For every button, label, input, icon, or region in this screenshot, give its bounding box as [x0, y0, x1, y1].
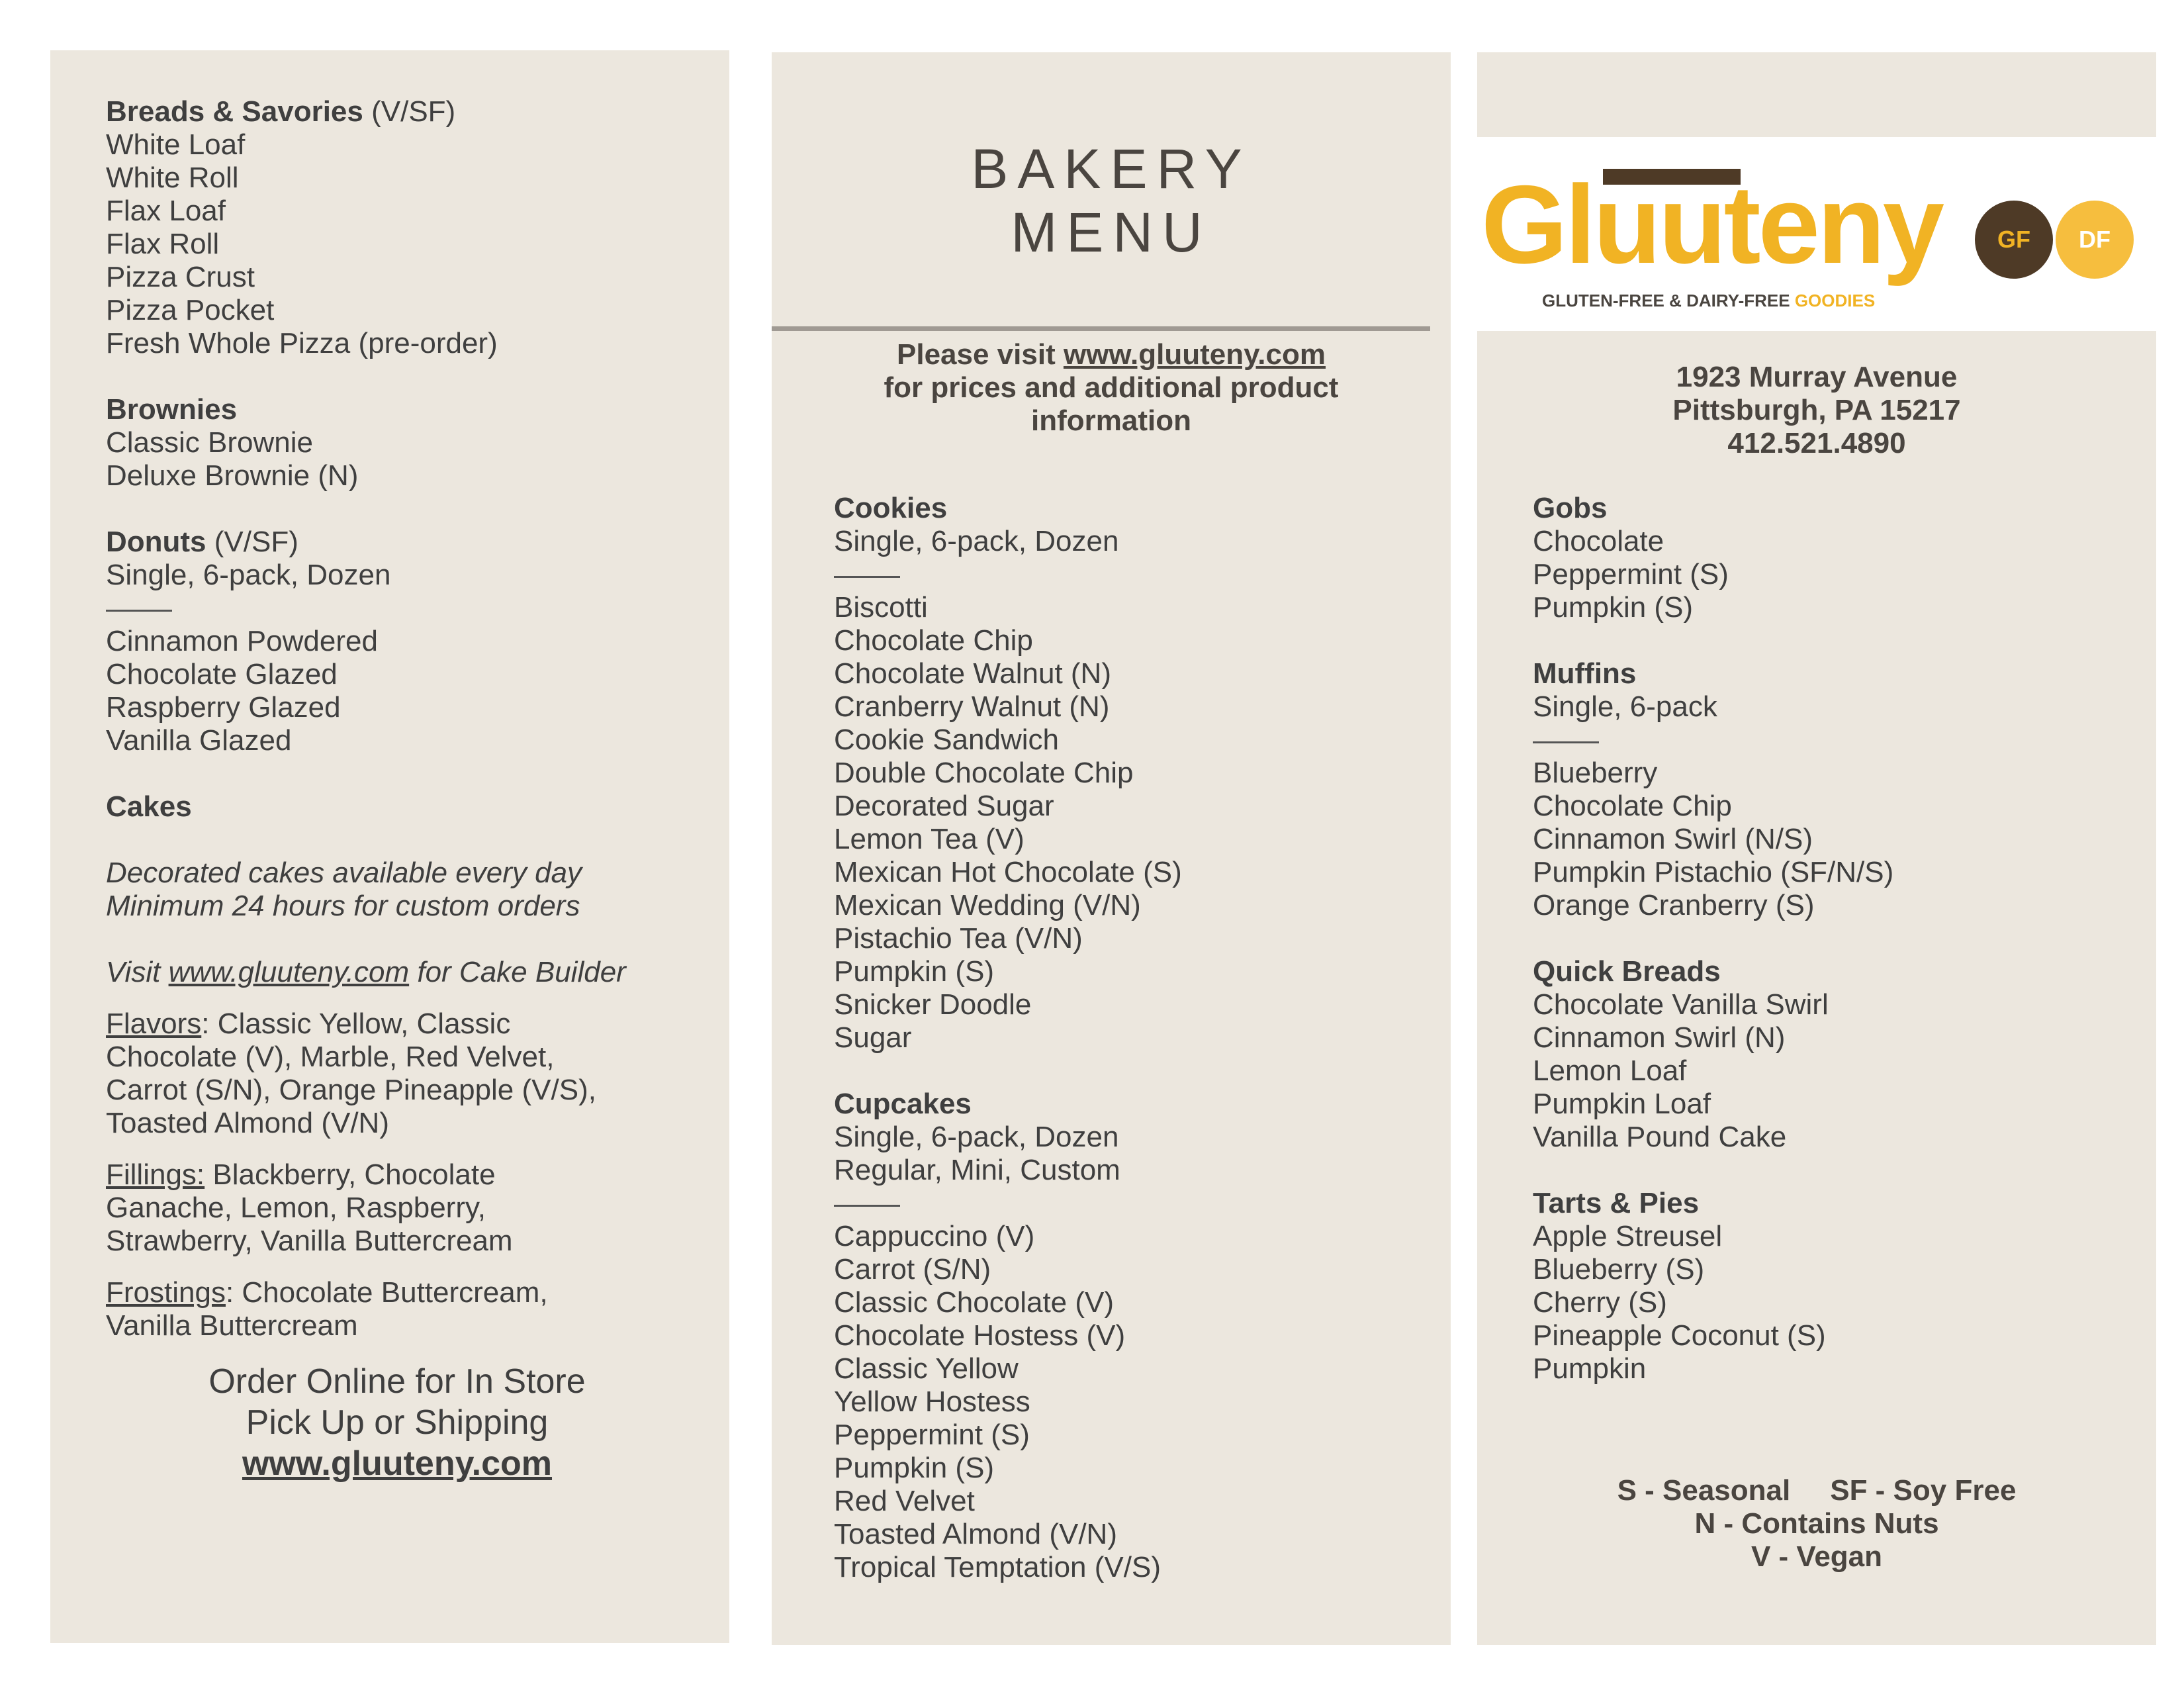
list-item: Red Velvet [834, 1485, 975, 1517]
list-item: Lemon Loaf [1533, 1055, 1687, 1087]
gobs-section [1533, 492, 2128, 624]
cake-builder-post: for Cake Builder [409, 956, 626, 988]
menu-title [772, 137, 1451, 264]
cookies-heading: Cookies [834, 492, 948, 524]
fillings-label: Fillings: [106, 1158, 205, 1191]
dairy-free-badge: DF [2056, 201, 2134, 279]
list-item: Cranberry Walnut (N) [834, 690, 1110, 723]
list-item: White Loaf [106, 128, 246, 161]
divider [834, 1187, 1430, 1220]
address-line: 1923 Murray Avenue [1676, 361, 1958, 393]
tarts-section [1533, 1187, 2128, 1385]
logo [1477, 137, 2156, 331]
list-item: Cinnamon Swirl (N) [1533, 1021, 1786, 1054]
cupcakes-sizes: Single, 6-pack, Dozen [834, 1121, 1119, 1153]
flavors-text: : Classic Yellow, Classic Chocolate (V), Marble, Red Velvet, Carrot (S/N), Orange Pineapple (V/S), Toasted Almond (V/N) [106, 1008, 596, 1139]
tarts-heading: Tarts & Pies [1533, 1187, 1700, 1219]
cakes-note: Minimum 24 hours for custom orders [106, 890, 580, 922]
donuts-sizes: Single, 6-pack, Dozen [106, 559, 391, 591]
list-item: Pumpkin (S) [1533, 591, 1694, 624]
list-item: Classic Yellow [834, 1352, 1019, 1385]
left-panel [50, 50, 729, 1643]
list-item: Double Chocolate Chip [834, 757, 1134, 789]
list-item: White Roll [106, 162, 239, 194]
cake-builder-link[interactable]: www.gluuteny.com [168, 956, 410, 988]
list-item: Flax Roll [106, 228, 220, 260]
list-item: Tropical Temptation (V/S) [834, 1551, 1161, 1583]
list-item: Chocolate Hostess (V) [834, 1319, 1126, 1352]
cookies-section [834, 492, 1430, 1055]
list-item: Biscotti [834, 591, 928, 624]
frostings-paragraph [106, 1276, 609, 1342]
cakes-note: Decorated cakes available every day [106, 857, 582, 889]
middle-panel [772, 52, 1451, 1645]
title-line: BAKERY [971, 138, 1251, 200]
list-item: Chocolate Vanilla Swirl [1533, 988, 1829, 1021]
legend-seasonal: S - Seasonal [1617, 1474, 1791, 1507]
flavors-label: Flavors [106, 1008, 202, 1040]
list-item: Pistachio Tea (V/N) [834, 922, 1083, 955]
right-panel [1477, 52, 2156, 1645]
list-item: Toasted Almond (V/N) [834, 1518, 1117, 1550]
quick-breads-section [1533, 955, 2128, 1154]
list-item: Apple Streusel [1533, 1220, 1723, 1252]
list-item: Classic Brownie [106, 426, 313, 459]
visit-line [772, 338, 1451, 371]
list-item: Sugar [834, 1021, 912, 1054]
list-item: Pineapple Coconut (S) [1533, 1319, 1826, 1352]
address-block [1477, 361, 2156, 460]
list-item: Raspberry Glazed [106, 691, 341, 724]
list-item: Decorated Sugar [834, 790, 1054, 822]
list-item: Cinnamon Swirl (N/S) [1533, 823, 1813, 855]
list-item: Classic Chocolate (V) [834, 1286, 1115, 1319]
middle-column [834, 492, 1430, 1584]
donuts-heading-line [106, 526, 702, 559]
list-item: Vanilla Pound Cake [1533, 1121, 1787, 1153]
cookies-sizes: Single, 6-pack, Dozen [834, 525, 1119, 557]
list-item: Cherry (S) [1533, 1286, 1667, 1319]
legend-vegan: V - Vegan [1751, 1540, 1883, 1573]
list-item: Flax Loaf [106, 195, 226, 227]
list-item: Orange Cranberry (S) [1533, 889, 1815, 921]
cakes-heading: Cakes [106, 790, 192, 823]
left-column [106, 95, 702, 1484]
right-column [1533, 492, 2128, 1385]
cakes-section [106, 790, 702, 1342]
list-item: Mexican Hot Chocolate (S) [834, 856, 1182, 888]
cake-builder-pre: Visit [106, 956, 169, 988]
list-item: Pizza Crust [106, 261, 255, 293]
list-item: Cappuccino (V) [834, 1220, 1035, 1252]
list-item: Fresh Whole Pizza (pre-order) [106, 327, 498, 359]
list-item: Cookie Sandwich [834, 724, 1059, 756]
tagline-accent: GOODIES [1794, 291, 1876, 310]
fillings-text: Blackberry, Chocolate Ganache, Lemon, Raspberry, Strawberry, Vanilla Buttercream [106, 1158, 513, 1257]
list-item: Pumpkin [1533, 1352, 1647, 1385]
list-item: Lemon Tea (V) [834, 823, 1024, 855]
donuts-section [106, 526, 702, 757]
breads-heading: Breads & Savories [106, 95, 363, 128]
list-item: Chocolate Chip [834, 624, 1033, 657]
muffins-section [1533, 657, 2128, 922]
list-item: Cinnamon Powdered [106, 625, 378, 657]
list-item: Pumpkin (S) [834, 1452, 995, 1484]
cupcakes-types: Regular, Mini, Custom [834, 1154, 1120, 1186]
list-item: Pumpkin Loaf [1533, 1088, 1711, 1120]
donuts-tag: (V/SF) [206, 526, 298, 558]
legend-nuts: N - Contains Nuts [1694, 1507, 1939, 1540]
list-item: Mexican Wedding (V/N) [834, 889, 1141, 921]
order-online [106, 1361, 688, 1484]
list-item: Pumpkin Pistachio (SF/N/S) [1533, 856, 1894, 888]
visit-line: information [1031, 404, 1191, 437]
divider [834, 558, 1430, 591]
logo-wordmark: Gluuteny [1481, 162, 1942, 287]
list-item: Pizza Pocket [106, 294, 275, 326]
order-link[interactable]: www.gluuteny.com [242, 1444, 553, 1483]
list-item: Carrot (S/N) [834, 1253, 991, 1286]
order-line: Order Online for In Store [208, 1362, 586, 1401]
phone-number: 412.521.4890 [1727, 427, 1906, 459]
fillings-paragraph [106, 1158, 569, 1258]
list-item: Peppermint (S) [834, 1419, 1030, 1451]
divider [772, 326, 1430, 331]
brownies-heading: Brownies [106, 393, 238, 426]
list-item: Snicker Doodle [834, 988, 1032, 1021]
list-item: Pumpkin (S) [834, 955, 995, 988]
breads-tag: (V/SF) [363, 95, 456, 128]
frostings-text: : Chocolate Buttercream, Vanilla Buttercream [106, 1276, 548, 1342]
legend-soy-free: SF - Soy Free [1830, 1474, 2017, 1507]
donuts-heading: Donuts [106, 526, 206, 558]
legend [1477, 1474, 2156, 1573]
list-item: Yellow Hostess [834, 1385, 1030, 1418]
divider [106, 592, 702, 625]
cake-builder-line [106, 956, 702, 989]
quick-breads-heading: Quick Breads [1533, 955, 1721, 988]
visit-line: for prices and additional product [884, 371, 1339, 404]
visit-link[interactable]: www.gluuteny.com [1063, 338, 1326, 371]
cupcakes-section [834, 1088, 1430, 1584]
address-line: Pittsburgh, PA 15217 [1672, 394, 1961, 426]
list-item: Blueberry [1533, 757, 1658, 789]
frostings-label: Frostings [106, 1276, 226, 1309]
breads-heading-line [106, 95, 702, 128]
list-item: Deluxe Brownie (N) [106, 459, 359, 492]
list-item: Blueberry (S) [1533, 1253, 1705, 1286]
visit-note [772, 338, 1451, 438]
list-item: Chocolate Glazed [106, 658, 338, 690]
list-item: Peppermint (S) [1533, 558, 1729, 590]
muffins-heading: Muffins [1533, 657, 1637, 690]
divider [1533, 724, 2128, 757]
flavors-paragraph [106, 1008, 635, 1140]
list-item: Chocolate Walnut (N) [834, 657, 1111, 690]
title-line: MENU [1011, 201, 1212, 263]
legend-row [1477, 1474, 2156, 1507]
muffins-sizes: Single, 6-pack [1533, 690, 1717, 723]
order-line: Pick Up or Shipping [246, 1403, 549, 1442]
cupcakes-heading: Cupcakes [834, 1088, 972, 1120]
list-item: Vanilla Glazed [106, 724, 292, 757]
list-item: Chocolate Chip [1533, 790, 1732, 822]
logo-tagline [1542, 291, 1875, 311]
gluten-free-badge: GF [1975, 201, 2053, 279]
list-item: Chocolate [1533, 525, 1664, 557]
breads-section [106, 95, 702, 360]
tagline-text: GLUTEN-FREE & DAIRY-FREE [1542, 291, 1795, 310]
gobs-heading: Gobs [1533, 492, 1608, 524]
visit-pre: Please visit [897, 338, 1064, 371]
brownies-section [106, 393, 702, 492]
